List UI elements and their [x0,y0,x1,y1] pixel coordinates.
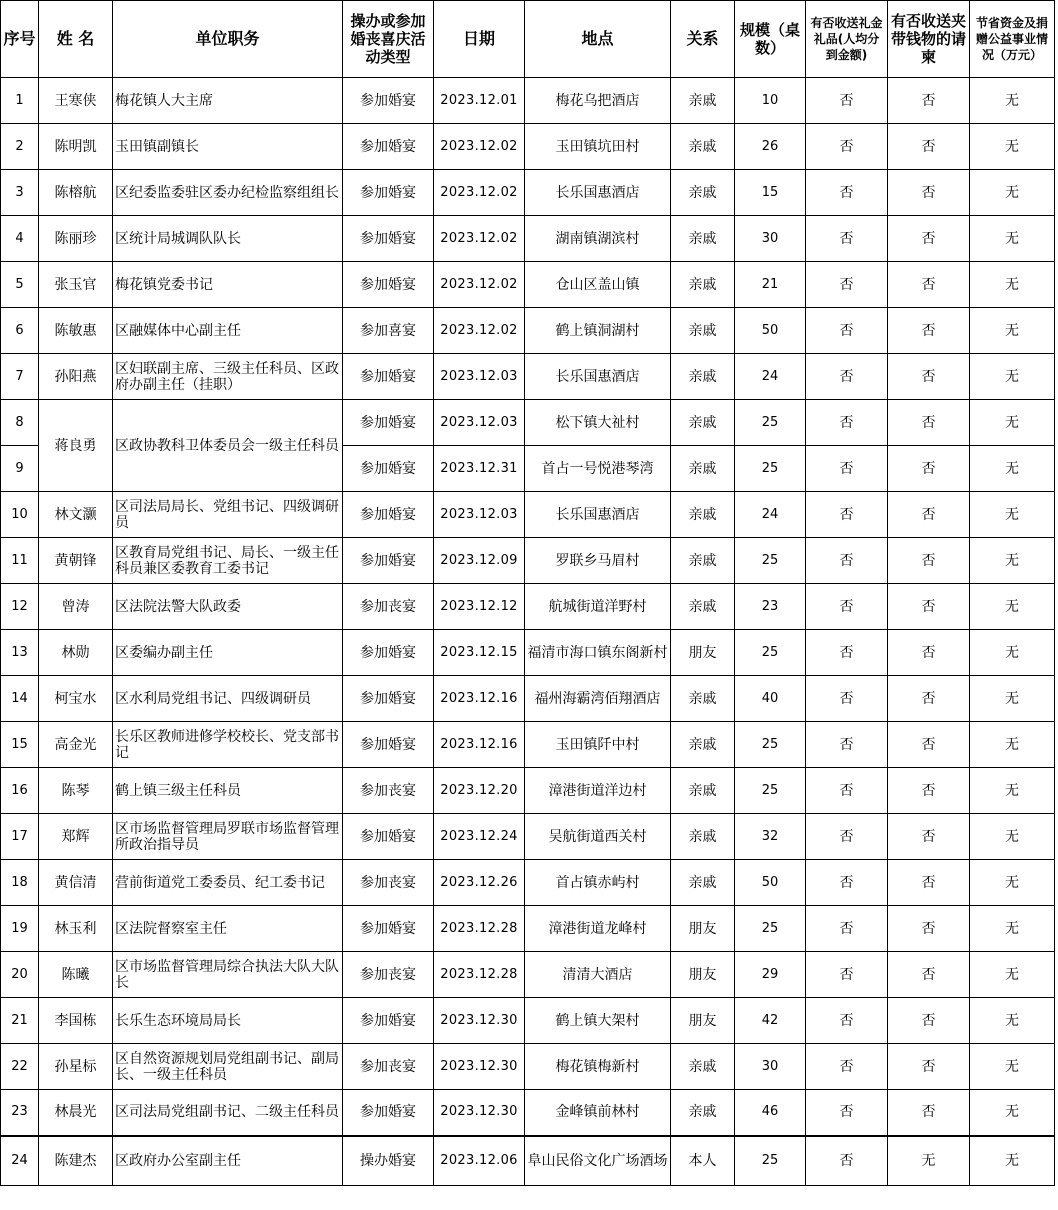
cell-donation: 无 [970,354,1055,400]
cell-gift: 否 [806,262,888,308]
cell-type: 参加婚宴 [343,492,434,538]
cell-date: 2023.12.30 [434,998,525,1044]
cell-date: 2023.12.03 [434,492,525,538]
cell-seq: 21 [1,998,39,1044]
cell-name: 郑辉 [39,814,113,860]
cell-seq: 10 [1,492,39,538]
cell-scale: 29 [735,952,806,998]
cell-scale: 25 [735,722,806,768]
cell-type: 参加婚宴 [343,998,434,1044]
cell-date: 2023.12.03 [434,354,525,400]
cell-type: 参加婚宴 [343,446,434,492]
cell-relation: 亲戚 [671,768,735,814]
cell-donation: 无 [970,492,1055,538]
table-row [1,262,1055,308]
cell-request: 否 [888,814,970,860]
cell-scale: 25 [735,768,806,814]
cell-seq: 16 [1,768,39,814]
cell-position: 长乐区教师进修学校校长、党支部书记 [113,722,343,768]
cell-request: 否 [888,446,970,492]
table-row [1,906,1055,952]
cell-request: 否 [888,998,970,1044]
cell-seq: 20 [1,952,39,998]
cell-place: 仓山区盖山镇 [525,262,671,308]
cell-seq: 15 [1,722,39,768]
cell-place: 梅花镇梅新村 [525,1044,671,1090]
cell-date: 2023.12.28 [434,906,525,952]
cell-seq: 3 [1,170,39,216]
cell-request: 否 [888,308,970,354]
cell-seq: 7 [1,354,39,400]
cell-seq: 22 [1,1044,39,1090]
cell-relation: 亲戚 [671,1090,735,1136]
cell-request: 否 [888,676,970,722]
cell-gift: 否 [806,630,888,676]
cell-seq: 18 [1,860,39,906]
table-row [1,1044,1055,1090]
cell-donation: 无 [970,1136,1055,1186]
cell-name: 曾涛 [39,584,113,630]
cell-type: 参加婚宴 [343,78,434,124]
cell-request: 无 [888,1136,970,1186]
cell-gift: 否 [806,952,888,998]
cell-date: 2023.12.06 [434,1136,525,1186]
cell-seq: 19 [1,906,39,952]
cell-date: 2023.12.31 [434,446,525,492]
cell-date: 2023.12.02 [434,170,525,216]
cell-name: 陈敏惠 [39,308,113,354]
cell-type: 参加婚宴 [343,630,434,676]
cell-donation: 无 [970,906,1055,952]
cell-donation: 无 [970,446,1055,492]
header-donation: 节省资金及捐赠公益事业情况（万元） [970,1,1055,78]
cell-gift: 否 [806,584,888,630]
cell-date: 2023.12.28 [434,952,525,998]
cell-type: 参加婚宴 [343,354,434,400]
cell-type: 参加婚宴 [343,262,434,308]
cell-scale: 25 [735,538,806,584]
cell-type: 参加婚宴 [343,538,434,584]
cell-name: 孙星标 [39,1044,113,1090]
cell-gift: 否 [806,78,888,124]
cell-type: 参加丧宴 [343,1044,434,1090]
cell-name: 陈明凯 [39,124,113,170]
cell-relation: 亲戚 [671,584,735,630]
cell-donation: 无 [970,170,1055,216]
cell-place: 松下镇大祉村 [525,400,671,446]
cell-position: 区法院法警大队政委 [113,584,343,630]
table-row [1,998,1055,1044]
cell-scale: 10 [735,78,806,124]
cell-position: 区纪委监委驻区委办纪检监察组组长 [113,170,343,216]
cell-type: 参加丧宴 [343,860,434,906]
cell-scale: 24 [735,354,806,400]
cell-seq: 5 [1,262,39,308]
cell-position: 区委编办副主任 [113,630,343,676]
cell-name: 陈建杰 [39,1136,113,1186]
cell-gift: 否 [806,216,888,262]
table-row [1,170,1055,216]
header-name: 姓 名 [39,1,113,78]
cell-date: 2023.12.02 [434,262,525,308]
cell-gift: 否 [806,1044,888,1090]
cell-gift: 否 [806,400,888,446]
cell-scale: 15 [735,170,806,216]
cell-type: 参加婚宴 [343,400,434,446]
cell-position: 玉田镇副镇长 [113,124,343,170]
header-place: 地点 [525,1,671,78]
cell-donation: 无 [970,768,1055,814]
cell-scale: 32 [735,814,806,860]
cell-position: 区水利局党组书记、四级调研员 [113,676,343,722]
cell-place: 罗联乡马眉村 [525,538,671,584]
cell-place: 首占一号悦港琴湾 [525,446,671,492]
cell-name: 孙阳燕 [39,354,113,400]
cell-place: 鹤上镇大架村 [525,998,671,1044]
table-row [1,124,1055,170]
cell-position: 区融媒体中心副主任 [113,308,343,354]
cell-gift: 否 [806,722,888,768]
cell-seq: 12 [1,584,39,630]
cell-relation: 亲戚 [671,262,735,308]
cell-position: 区政府办公室副主任 [113,1136,343,1186]
cell-position: 区市场监督管理局综合执法大队大队长 [113,952,343,998]
cell-request: 否 [888,492,970,538]
cell-gift: 否 [806,492,888,538]
cell-request: 否 [888,584,970,630]
header-seq: 序号 [1,1,39,78]
cell-position: 区妇联副主席、三级主任科员、区政府办副主任（挂职） [113,354,343,400]
cell-gift: 否 [806,814,888,860]
table-row [1,952,1055,998]
cell-relation: 朋友 [671,952,735,998]
cell-scale: 46 [735,1090,806,1136]
cell-name: 陈榕航 [39,170,113,216]
cell-gift: 否 [806,124,888,170]
cell-date: 2023.12.02 [434,308,525,354]
cell-scale: 25 [735,400,806,446]
cell-position: 区市场监督管理局罗联市场监督管理所政治指导员 [113,814,343,860]
cell-scale: 25 [735,630,806,676]
table-row [1,492,1055,538]
cell-request: 否 [888,124,970,170]
cell-date: 2023.12.15 [434,630,525,676]
cell-request: 否 [888,354,970,400]
table-row [1,814,1055,860]
cell-request: 否 [888,400,970,446]
cell-relation: 亲戚 [671,400,735,446]
cell-place: 吴航街道西关村 [525,814,671,860]
cell-gift: 否 [806,1090,888,1136]
cell-date: 2023.12.30 [434,1090,525,1136]
cell-date: 2023.12.20 [434,768,525,814]
cell-seq: 4 [1,216,39,262]
cell-gift: 否 [806,308,888,354]
cell-place: 首占镇赤屿村 [525,860,671,906]
cell-name: 李国栋 [39,998,113,1044]
table-row [1,538,1055,584]
cell-donation: 无 [970,216,1055,262]
cell-relation: 亲戚 [671,676,735,722]
cell-request: 否 [888,170,970,216]
cell-date: 2023.12.02 [434,216,525,262]
table-row [1,722,1055,768]
cell-relation: 朋友 [671,630,735,676]
cell-type: 参加婚宴 [343,676,434,722]
table-row [1,1090,1055,1136]
cell-relation: 亲戚 [671,1044,735,1090]
cell-donation: 无 [970,78,1055,124]
cell-seq: 8 [1,400,39,446]
cell-request: 否 [888,630,970,676]
cell-position: 长乐生态环境局局长 [113,998,343,1044]
cell-scale: 50 [735,860,806,906]
cell-relation: 亲戚 [671,538,735,584]
cell-name: 林晨光 [39,1090,113,1136]
header-row [1,1,1055,78]
cell-position: 鹤上镇三级主任科员 [113,768,343,814]
cell-relation: 本人 [671,1136,735,1186]
cell-relation: 亲戚 [671,446,735,492]
cell-relation: 亲戚 [671,492,735,538]
header-relation: 关系 [671,1,735,78]
cell-gift: 否 [806,998,888,1044]
cell-request: 否 [888,906,970,952]
table-row [1,768,1055,814]
table-row [1,1136,1055,1186]
cell-request: 否 [888,860,970,906]
table-row [1,216,1055,262]
cell-date: 2023.12.16 [434,722,525,768]
cell-gift: 否 [806,860,888,906]
cell-request: 否 [888,1090,970,1136]
cell-request: 否 [888,722,970,768]
cell-name: 林文灏 [39,492,113,538]
cell-seq: 11 [1,538,39,584]
cell-donation: 无 [970,538,1055,584]
cell-donation: 无 [970,860,1055,906]
table-body [1,78,1055,1186]
cell-date: 2023.12.26 [434,860,525,906]
cell-date: 2023.12.24 [434,814,525,860]
cell-position: 区法院督察室主任 [113,906,343,952]
cell-donation: 无 [970,952,1055,998]
cell-position: 梅花镇党委书记 [113,262,343,308]
cell-seq: 2 [1,124,39,170]
cell-type: 参加丧宴 [343,584,434,630]
cell-relation: 亲戚 [671,78,735,124]
cell-name: 陈曦 [39,952,113,998]
cell-type: 参加婚宴 [343,906,434,952]
cell-relation: 亲戚 [671,124,735,170]
cell-date: 2023.12.03 [434,400,525,446]
cell-donation: 无 [970,814,1055,860]
cell-name: 王寒侠 [39,78,113,124]
cell-place: 长乐国惠酒店 [525,492,671,538]
cell-name: 张玉官 [39,262,113,308]
cell-relation: 朋友 [671,998,735,1044]
cell-gift: 否 [806,1136,888,1186]
cell-seq: 1 [1,78,39,124]
cell-type: 参加婚宴 [343,170,434,216]
cell-donation: 无 [970,630,1055,676]
cell-request: 否 [888,952,970,998]
cell-type: 参加喜宴 [343,308,434,354]
cell-relation: 亲戚 [671,354,735,400]
cell-position: 区自然资源规划局党组副书记、副局长、一级主任科员 [113,1044,343,1090]
cell-position: 营前街道党工委委员、纪工委书记 [113,860,343,906]
cell-donation: 无 [970,124,1055,170]
cell-place: 长乐国惠酒店 [525,170,671,216]
cell-place: 清清大酒店 [525,952,671,998]
header-gift: 有否收送礼金礼品(人均分到金额) [806,1,888,78]
cell-name: 林勋 [39,630,113,676]
cell-gift: 否 [806,446,888,492]
cell-date: 2023.12.02 [434,124,525,170]
cell-relation: 亲戚 [671,814,735,860]
cell-place: 玉田镇坑田村 [525,124,671,170]
cell-type: 参加丧宴 [343,952,434,998]
cell-donation: 无 [970,308,1055,354]
cell-position: 梅花镇人大主席 [113,78,343,124]
cell-seq: 24 [1,1136,39,1186]
cell-position: 区司法局党组副书记、二级主任科员 [113,1090,343,1136]
cell-gift: 否 [806,906,888,952]
cell-scale: 50 [735,308,806,354]
cell-relation: 亲戚 [671,170,735,216]
table-row [1,400,1055,446]
cell-donation: 无 [970,584,1055,630]
table-row [1,676,1055,722]
cell-place: 福清市海口镇东阁新村 [525,630,671,676]
cell-name: 高金光 [39,722,113,768]
cell-request: 否 [888,538,970,584]
cell-position: 区统计局城调队队长 [113,216,343,262]
cell-date: 2023.12.12 [434,584,525,630]
cell-date: 2023.12.09 [434,538,525,584]
cell-relation: 朋友 [671,906,735,952]
cell-place: 福州海霸湾佰翔酒店 [525,676,671,722]
cell-scale: 24 [735,492,806,538]
cell-scale: 25 [735,446,806,492]
cell-type: 参加婚宴 [343,814,434,860]
cell-relation: 亲戚 [671,308,735,354]
cell-type: 参加婚宴 [343,216,434,262]
cell-type: 参加丧宴 [343,768,434,814]
cell-seq: 9 [1,446,39,492]
cell-scale: 26 [735,124,806,170]
table-row [1,354,1055,400]
cell-place: 漳港街道洋边村 [525,768,671,814]
cell-request: 否 [888,78,970,124]
header-position: 单位职务 [113,1,343,78]
cell-donation: 无 [970,262,1055,308]
cell-gift: 否 [806,768,888,814]
table-row [1,630,1055,676]
cell-scale: 30 [735,1044,806,1090]
cell-name: 黄朝锋 [39,538,113,584]
cell-relation: 亲戚 [671,216,735,262]
cell-place: 玉田镇阡中村 [525,722,671,768]
cell-gift: 否 [806,354,888,400]
cell-place: 漳港街道龙峰村 [525,906,671,952]
cell-place: 阜山民俗文化广场酒场 [525,1136,671,1186]
table-row [1,584,1055,630]
cell-seq: 23 [1,1090,39,1136]
cell-name: 陈琴 [39,768,113,814]
cell-scale: 23 [735,584,806,630]
header-scale: 规模（桌数） [735,1,806,78]
cell-place: 湖南镇湖滨村 [525,216,671,262]
header-date: 日期 [434,1,525,78]
cell-date: 2023.12.30 [434,1044,525,1090]
cell-name: 柯宝水 [39,676,113,722]
cell-date: 2023.12.16 [434,676,525,722]
cell-request: 否 [888,262,970,308]
cell-request: 否 [888,1044,970,1090]
cell-donation: 无 [970,1090,1055,1136]
cell-scale: 25 [735,906,806,952]
cell-scale: 30 [735,216,806,262]
cell-position: 区政协教科卫体委员会一级主任科员 [113,400,343,492]
cell-seq: 17 [1,814,39,860]
header-request: 有否收送夹带钱物的请柬 [888,1,970,78]
cell-name: 林玉利 [39,906,113,952]
table-row [1,308,1055,354]
table-row [1,860,1055,906]
header-type: 操办或参加婚丧喜庆活动类型 [343,1,434,78]
cell-scale: 21 [735,262,806,308]
cell-type: 参加婚宴 [343,722,434,768]
cell-donation: 无 [970,400,1055,446]
table-row [1,78,1055,124]
cell-gift: 否 [806,676,888,722]
cell-type: 参加婚宴 [343,124,434,170]
cell-place: 金峰镇前林村 [525,1090,671,1136]
cell-place: 梅花乌把酒店 [525,78,671,124]
cell-donation: 无 [970,1044,1055,1090]
cell-relation: 亲戚 [671,722,735,768]
cell-scale: 42 [735,998,806,1044]
cell-scale: 25 [735,1136,806,1186]
cell-name: 黄信清 [39,860,113,906]
cell-request: 否 [888,768,970,814]
cell-position: 区司法局局长、党组书记、四级调研员 [113,492,343,538]
cell-relation: 亲戚 [671,860,735,906]
cell-place: 鹤上镇洞湖村 [525,308,671,354]
cell-donation: 无 [970,722,1055,768]
cell-seq: 6 [1,308,39,354]
cell-gift: 否 [806,538,888,584]
cell-place: 航城街道洋野村 [525,584,671,630]
cell-seq: 13 [1,630,39,676]
cell-seq: 14 [1,676,39,722]
cell-name: 陈丽珍 [39,216,113,262]
cell-request: 否 [888,216,970,262]
cell-place: 长乐国惠酒店 [525,354,671,400]
cell-donation: 无 [970,676,1055,722]
cell-type: 参加婚宴 [343,1090,434,1136]
cell-position: 区教育局党组书记、局长、一级主任科员兼区委教育工委书记 [113,538,343,584]
cell-gift: 否 [806,170,888,216]
cell-donation: 无 [970,998,1055,1044]
cell-type: 操办婚宴 [343,1136,434,1186]
cell-scale: 40 [735,676,806,722]
cell-date: 2023.12.01 [434,78,525,124]
cell-name: 蒋良勇 [39,400,113,492]
